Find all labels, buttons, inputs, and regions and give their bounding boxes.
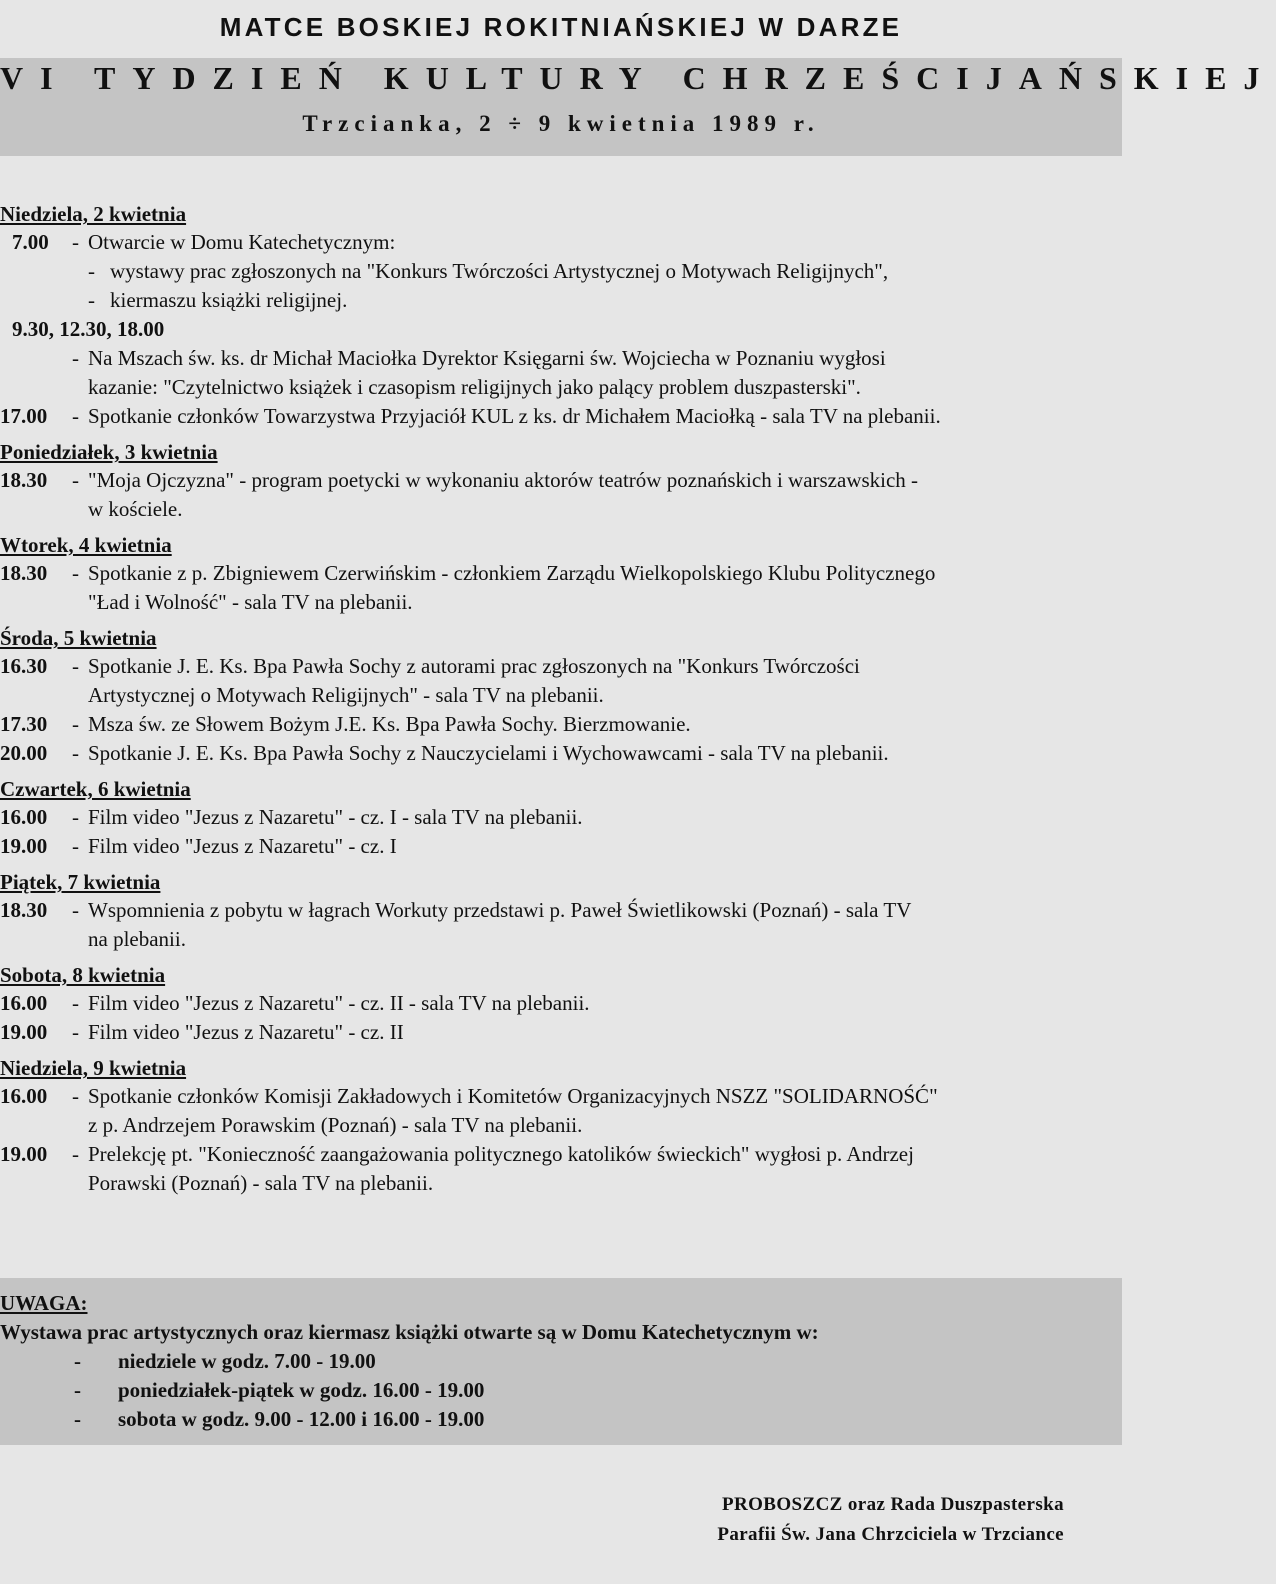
main-title: VI TYDZIEŃ KULTURY CHRZEŚCIJAŃSKIEJ (0, 60, 1276, 96)
note-item-text: sobota w godz. 9.00 - 12.00 i 16.00 - 19.00 (118, 1407, 485, 1431)
note-box (0, 1278, 1122, 1445)
event-row: 16.00 - Film video "Jezus z Nazaretu" - cz. I - sala TV na plebanii. (0, 803, 1118, 832)
event-row: 19.00 - Prelekcję pt. "Konieczność zaangażowania politycznego katolików świeckich" wygłosi p. Andrzej (0, 1140, 1118, 1169)
signature-line: PROBOSZCZ oraz Rada Duszpasterska (721, 1494, 1064, 1515)
day-section (0, 624, 1118, 768)
note-list (0, 1347, 484, 1434)
event-row: 18.30 - Wspomnienia z pobytu w łagrach Workuty przedstawi p. Paweł Świetlikowski (Poznań) - sala TV (0, 896, 1118, 925)
event-row: 17.30 - Msza św. ze Słowem Bożym J.E. Ks. Bpa Pawła Sochy. Bierzmowanie. (0, 710, 1118, 739)
event-text: Spotkanie członków Komisji Zakładowych i Komitetów Organizacyjnych NSZZ "SOLIDARNOŚĆ" (88, 1084, 938, 1108)
event-text: "Ład i Wolność" - sala TV na plebanii. (88, 590, 413, 614)
event-row: 7.00 - Otwarcie w Domu Katechetycznym: (0, 228, 1118, 257)
signature-line: Parafii Św. Jana Chrzciciela w Trzciance (717, 1524, 1064, 1545)
event-text: Msza św. ze Słowem Bożym J.E. Ks. Bpa Pawła Sochy. Bierzmowanie. (88, 712, 691, 736)
event-subitem: - kiermaszu książki religijnej. (0, 286, 1118, 315)
event-time: 18.30 (0, 468, 48, 492)
event-time: 9.30, 12.30, 18.00 (12, 317, 165, 341)
day-title: Sobota, 8 kwietnia (0, 963, 166, 987)
event-text: Film video "Jezus z Nazaretu" - cz. I - sala TV na plebanii. (88, 805, 583, 829)
day-section (0, 531, 1118, 617)
event-row: 18.30 - "Moja Ojczyzna" - program poetycki w wykonaniu aktorów teatrów poznańskich i warszawskich - (0, 466, 1118, 495)
day-section (0, 775, 1118, 861)
signature (717, 1490, 1064, 1550)
event-row: 16.00 - Spotkanie członków Komisji Zakładowych i Komitetów Organizacyjnych NSZZ "SOLIDARNOŚĆ" (0, 1082, 1118, 1111)
event-time: 16.00 (0, 991, 48, 1015)
note-text: Wystawa prac artystycznych oraz kiermasz książki otwarte są w Domu Katechetycznym w: (0, 1320, 819, 1344)
top-title: MATCE BOSKIEJ ROKITNIAŃSKIEJ W DARZE (219, 12, 903, 42)
day-title: Czwartek, 6 kwietnia (0, 777, 191, 801)
day-title: Piątek, 7 kwietnia (0, 870, 161, 894)
event-subitem-text: kiermaszu książki religijnej. (110, 288, 348, 312)
event-text: Spotkanie z p. Zbigniewem Czerwińskim - członkiem Zarządu Wielkopolskiego Klubu Politycznego (88, 561, 936, 585)
event-text: w kościele. (88, 497, 183, 521)
day-title: Niedziela, 2 kwietnia (0, 202, 187, 226)
event-row: 16.00 - Film video "Jezus z Nazaretu" - cz. II - sala TV na plebanii. (0, 989, 1118, 1018)
note-item-text: poniedziałek-piątek w godz. 16.00 - 19.00 (118, 1378, 485, 1402)
event-time: 17.00 (0, 404, 48, 428)
event-text: Na Mszach św. ks. dr Michał Maciołka Dyrektor Księgarni św. Wojciecha w Poznaniu wygłosi (88, 346, 886, 370)
event-text: Artystycznej o Motywach Religijnych" - sala TV na plebanii. (88, 683, 604, 707)
event-row: 20.00 - Spotkanie J. E. Ks. Bpa Pawła Sochy z Nauczycielami i Wychowawcami - sala TV na plebanii. (0, 739, 1118, 768)
event-row: 19.00 - Film video "Jezus z Nazaretu" - cz. I (0, 832, 1118, 861)
title-banner (0, 58, 1276, 156)
program-list (0, 200, 1118, 1205)
event-time: 17.30 (0, 712, 48, 736)
day-section (0, 438, 1118, 524)
event-text: Otwarcie w Domu Katechetycznym: (88, 230, 396, 254)
event-continuation (0, 495, 1118, 524)
day-section (0, 1054, 1118, 1198)
event-row: - Na Mszach św. ks. dr Michał Maciołka Dyrektor Księgarni św. Wojciecha w Poznaniu wygłosi (0, 344, 1118, 373)
event-text: Film video "Jezus z Nazaretu" - cz. I (88, 834, 397, 858)
note-item: - sobota w godz. 9.00 - 12.00 i 16.00 - 19.00 (0, 1405, 484, 1434)
event-text: Prelekcję pt. "Konieczność zaangażowania politycznego katolików świeckich" wygłosi p. Andrzej (88, 1142, 914, 1166)
event-continuation (0, 588, 1118, 617)
event-time: 16.30 (0, 654, 48, 678)
event-subitem: - wystawy prac zgłoszonych na "Konkurs Twórczości Artystycznej o Motywach Religijnych", (0, 257, 1118, 286)
event-time: 19.00 (0, 1142, 48, 1166)
day-section (0, 200, 1118, 431)
event-time: 19.00 (0, 834, 48, 858)
event-continuation (0, 1111, 1118, 1140)
event-time: 16.00 (0, 805, 48, 829)
day-title: Niedziela, 9 kwietnia (0, 1056, 187, 1080)
event-continuation (0, 925, 1118, 954)
event-text: Film video "Jezus z Nazaretu" - cz. II - sala TV na plebanii. (88, 991, 590, 1015)
event-time: 19.00 (0, 1020, 48, 1044)
day-title: Środa, 5 kwietnia (0, 626, 157, 650)
subtitle: Trzcianka, 2 ÷ 9 kwietnia 1989 r. (302, 111, 820, 136)
event-continuation (0, 1169, 1118, 1198)
event-text: na plebanii. (88, 927, 186, 951)
event-time: 20.00 (0, 741, 48, 765)
event-time: 18.30 (0, 898, 48, 922)
event-subitem-text: wystawy prac zgłoszonych na "Konkurs Twórczości Artystycznej o Motywach Religijnych", (110, 259, 889, 283)
note-item: - niedziele w godz. 7.00 - 19.00 (0, 1347, 484, 1376)
event-text: Spotkanie J. E. Ks. Bpa Pawła Sochy z Nauczycielami i Wychowawcami - sala TV na plebanii. (88, 741, 889, 765)
event-time (0, 344, 72, 373)
day-title: Wtorek, 4 kwietnia (0, 533, 172, 557)
event-text: Film video "Jezus z Nazaretu" - cz. II (88, 1020, 404, 1044)
note-item: - poniedziałek-piątek w godz. 16.00 - 19.00 (0, 1376, 484, 1405)
event-row: 19.00 - Film video "Jezus z Nazaretu" - cz. II (0, 1018, 1118, 1047)
day-title: Poniedziałek, 3 kwietnia (0, 440, 218, 464)
event-text: Wspomnienia z pobytu w łagrach Workuty przedstawi p. Paweł Świetlikowski (Poznań) - sala TV (88, 898, 912, 922)
event-time: 16.00 (0, 1084, 48, 1108)
event-text: z p. Andrzejem Porawskim (Poznań) - sala TV na plebanii. (88, 1113, 583, 1137)
event-row: 18.30 - Spotkanie z p. Zbigniewem Czerwińskim - członkiem Zarządu Wielkopolskiego Klubu Politycznego (0, 559, 1118, 588)
event-text: Spotkanie J. E. Ks. Bpa Pawła Sochy z autorami prac zgłoszonych na "Konkurs Twórczości (88, 654, 860, 678)
day-section (0, 868, 1118, 954)
event-row: 16.30 - Spotkanie J. E. Ks. Bpa Pawła Sochy z autorami prac zgłoszonych na "Konkurs Twórczości (0, 652, 1118, 681)
event-text: Porawski (Poznań) - sala TV na plebanii. (88, 1171, 434, 1195)
day-section (0, 961, 1118, 1047)
event-continuation (0, 681, 1118, 710)
event-time: 7.00 (12, 230, 49, 254)
event-continuation (0, 373, 1118, 402)
event-time: 18.30 (0, 561, 48, 585)
note-item-text: niedziele w godz. 7.00 - 19.00 (118, 1349, 376, 1373)
event-text: kazanie: "Czytelnictwo książek i czasopism religijnych jako palący problem duszpasterski". (88, 375, 861, 399)
event-text: "Moja Ojczyzna" - program poetycki w wykonaniu aktorów teatrów poznańskich i warszawskich - (88, 468, 919, 492)
note-heading: UWAGA: (0, 1291, 88, 1315)
event-text: Spotkanie członków Towarzystwa Przyjaciół KUL z ks. dr Michałem Maciołką - sala TV na plebanii. (88, 404, 941, 428)
event-row: 17.00 - Spotkanie członków Towarzystwa Przyjaciół KUL z ks. dr Michałem Maciołką - sala TV na plebanii. (0, 402, 1118, 431)
